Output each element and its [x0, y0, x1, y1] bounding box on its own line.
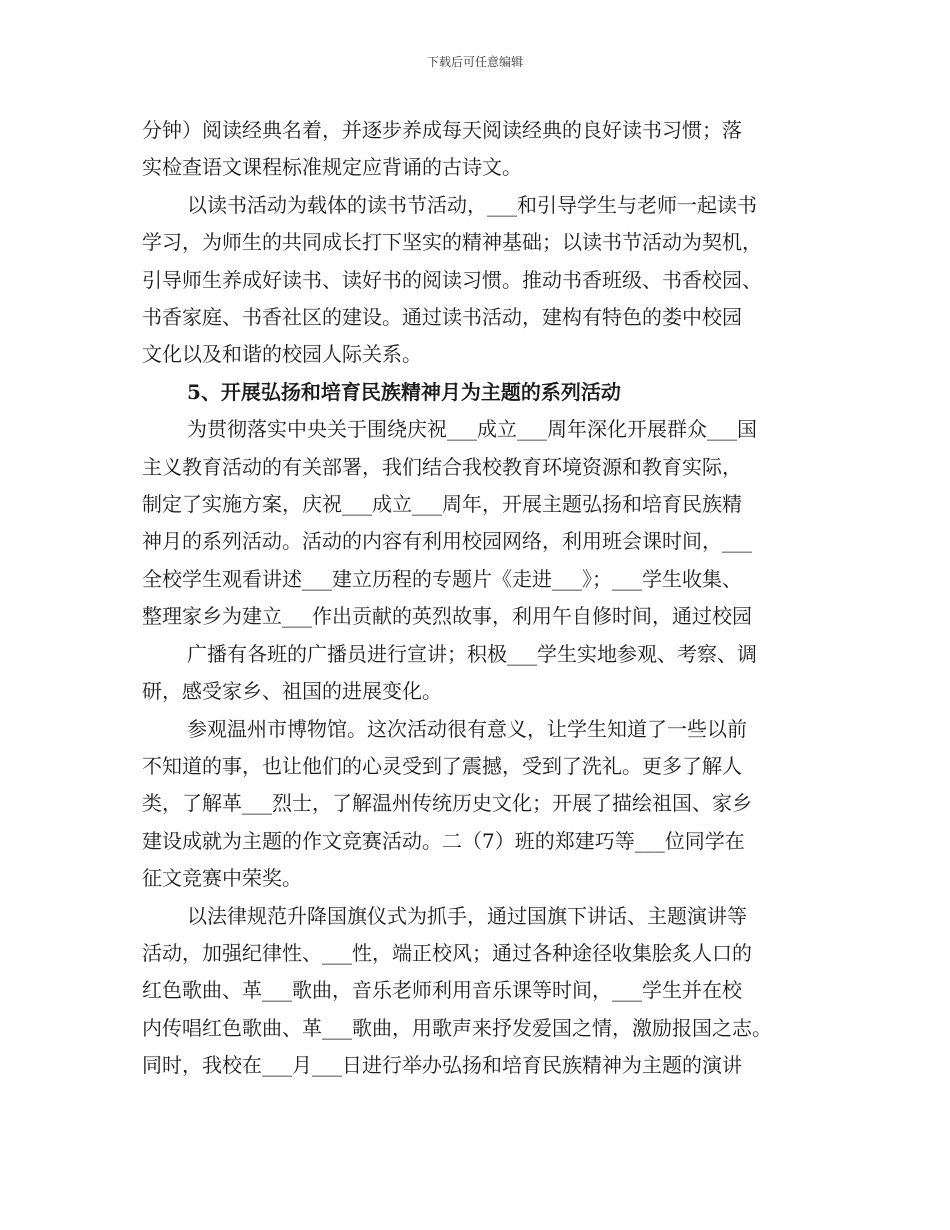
- text-line: 全校学生观看讲述___建立历程的专题片《走进___》；___学生收集、: [142, 566, 742, 591]
- text-line: 以法律规范升降国旗仪式为抓手，通过国旗下讲话、主题演讲等: [187, 903, 747, 928]
- document-body: [142, 112, 824, 1085]
- text-line: 内传唱红色歌曲、革___歌曲，用歌声来抒发爱国之情，激励报国之志。: [142, 1015, 772, 1040]
- text-line: 红色歌曲、革___歌曲，音乐老师利用音乐课等时间，___学生并在校: [142, 978, 742, 1003]
- text-line: 文化以及和谐的校园人际关系。: [142, 342, 422, 367]
- text-line: 以读书活动为载体的读书节活动，___和引导学生与老师一起读书: [187, 192, 757, 217]
- text-line: 整理家乡为建立___作出贡献的英烈故事，利用午自修时间，通过校园: [142, 604, 752, 629]
- text-line: 神月的系列活动。活动的内容有利用校园网络，利用班会课时间，___: [142, 529, 752, 554]
- section-heading: 5、开展弘扬和培育民族精神月为主题的系列活动: [187, 379, 621, 404]
- text-line: 不知道的事，也让他们的心灵受到了震撼，受到了洗礼。更多了解人: [142, 753, 742, 778]
- paragraph-reading-festival: [142, 187, 824, 374]
- text-line: 建设成就为主题的作文竞赛活动。二（7）班的郑建巧等___位同学在: [142, 828, 745, 853]
- text-line: 分钟）阅读经典名着，并逐步养成每天阅读经典的良好读书习惯；落: [142, 118, 742, 142]
- text-line: 活动，加强纪律性、___性，端正校风；通过各种途径收集脍炙人口的: [142, 940, 752, 965]
- paragraph-flag-ceremony: [142, 898, 824, 1085]
- text-line: 征文竞赛中荣奖。: [142, 866, 302, 891]
- text-line: 类，了解革___烈士，了解温州传统历史文化；开展了描绘祖国、家乡: [142, 791, 752, 816]
- text-line: 引导师生养成好读书、读好书的阅读习惯。推动书香班级、书香校园、: [142, 267, 762, 292]
- text-line: 为贯彻落实中央关于围绕庆祝___成立___周年深化开展群众___国: [187, 417, 757, 442]
- text-line: 实检查语文课程标准规定应背诵的古诗文。: [142, 155, 522, 180]
- page-header-note: 下载后可任意编辑: [426, 55, 523, 69]
- text-line: 参观温州市博物馆。这次活动很有意义，让学生知道了一些以前: [187, 716, 747, 741]
- text-line: 同时，我校在___月___日进行举办弘扬和培育民族精神为主题的演讲: [142, 1053, 742, 1078]
- text-line: 研，感受家乡、祖国的进展变化。: [142, 679, 442, 704]
- paragraph-anniversary: [142, 411, 824, 635]
- paragraph-reading-classics: [142, 112, 824, 187]
- text-line: 制定了实施方案，庆祝___成立___周年，开展主题弘扬和培育民族精: [142, 492, 742, 517]
- text-line: 主义教育活动的有关部署，我们结合我校教育环境资源和教育实际，: [142, 454, 742, 479]
- paragraph-museum-visit: [142, 711, 824, 898]
- text-line: 书香家庭、书香社区的建设。通过读书活动，建构有特色的娄中校园: [142, 305, 742, 330]
- paragraph-broadcast: [142, 636, 824, 711]
- text-line: 广播有各班的广播员进行宣讲；积极___学生实地参观、考察、调: [187, 641, 757, 666]
- text-line: 学习，为师生的共同成长打下坚实的精神基础；以读书节活动为契机，: [142, 230, 762, 255]
